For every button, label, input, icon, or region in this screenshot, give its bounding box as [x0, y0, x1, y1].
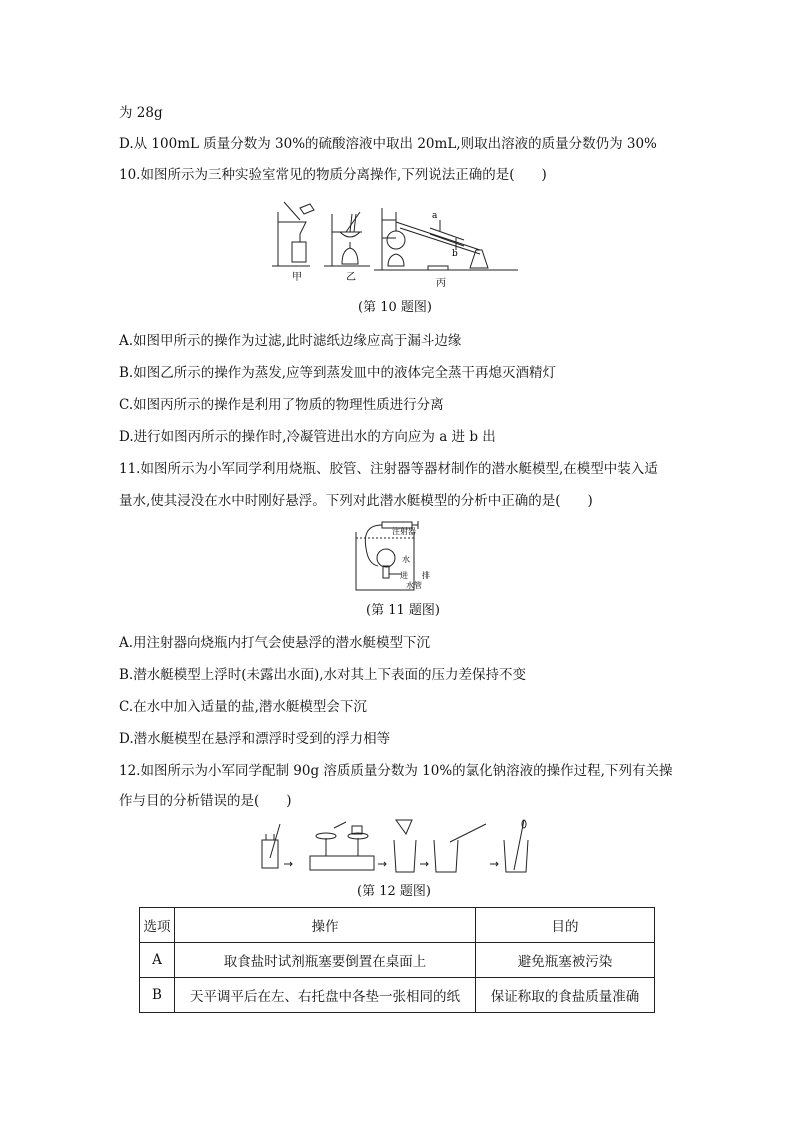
- figure-12: [256, 818, 546, 876]
- evaporation-apparatus: [324, 212, 370, 266]
- option-11b: B.潜水艇模型上浮时(未露出水面),水对其上下表面的压力差保持不变: [119, 667, 527, 683]
- balance: [310, 822, 374, 870]
- table-cell: 保证称取的食盐质量准确: [476, 978, 655, 1013]
- arrow-icon: [490, 862, 498, 866]
- table-cell: A: [140, 943, 175, 978]
- beaker-2: [434, 824, 486, 872]
- filtration-apparatus: [272, 202, 314, 266]
- arrow-icon: [420, 862, 428, 866]
- arrow-icon: [284, 862, 292, 866]
- table-header-row: [140, 908, 655, 943]
- table-header: 选项: [140, 908, 175, 943]
- figure-12-caption: (第 12 题图): [357, 884, 431, 899]
- option-10c: C.如图丙所示的操作是利用了物质的物理性质进行分离: [119, 397, 444, 413]
- question-12-line2: 作与目的分析错误的是( ): [119, 793, 292, 809]
- beaker-1: [394, 820, 416, 872]
- label-a: a: [432, 211, 438, 221]
- question-11-line1: 11.如图所示为小军同学利用烧瓶、胶管、注射器等器材制作的潜水艇模型,在模型中装入适: [119, 461, 658, 477]
- option-d-prev: D.从 100mL 质量分数为 30%的硫酸溶液中取出 20mL,则取出溶液的质量分数仍为 30%: [119, 136, 657, 152]
- label-b: b: [452, 249, 458, 259]
- figure-11: [352, 518, 442, 592]
- table-header: 目的: [476, 908, 655, 943]
- option-11d: D.潜水艇模型在悬浮和漂浮时受到的浮力相等: [119, 731, 391, 747]
- table-cell: 避免瓶塞被污染: [476, 943, 655, 978]
- label-water: 水: [402, 555, 410, 564]
- label-in: 进: [400, 571, 408, 580]
- text-line: 为 28g: [119, 105, 163, 121]
- question-10: 10.如图所示为三种实验室常见的物质分离操作,下列说法正确的是( ): [119, 167, 547, 183]
- label-out: 排: [422, 571, 430, 580]
- label-syringe: 注射器: [392, 527, 416, 536]
- label-bing: 丙: [436, 278, 446, 289]
- question-12-line1: 12.如图所示为小军同学配制 90g 溶质质量分数为 10%的氯化钠溶液的操作过程,下列有关操: [119, 763, 673, 779]
- rubber-tube: [365, 525, 382, 566]
- reagent-bottle: [262, 824, 280, 868]
- figure-11-caption: (第 11 题图): [366, 603, 440, 618]
- option-10b: B.如图乙所示的操作为蒸发,应等到蒸发皿中的液体完全蒸干再熄灭酒精灯: [119, 365, 557, 381]
- beaker-3: [504, 820, 528, 872]
- label-jia: 甲: [292, 272, 302, 283]
- option-10d: D.进行如图丙所示的操作时,冷凝管进出水的方向应为 a 进 b 出: [119, 429, 496, 445]
- arrow-icon: [378, 862, 386, 866]
- question-11-line2: 量水,使其浸没在水中时刚好悬浮。下列对此潜水艇模型的分析中正确的是( ): [119, 493, 593, 509]
- option-10a: A.如图甲所示的操作为过滤,此时滤纸边缘应高于漏斗边缘: [119, 333, 462, 349]
- flask: [377, 549, 395, 567]
- table-cell: 天平调平后在左、右托盘中各垫一张相同的纸: [175, 978, 476, 1013]
- table-row: [140, 978, 655, 1013]
- table-cell: B: [140, 978, 175, 1013]
- distillation-apparatus: [374, 208, 518, 270]
- table-row: [140, 943, 655, 978]
- options-table: [139, 907, 655, 1013]
- figure-10: [270, 198, 520, 290]
- option-11a: A.用注射器向烧瓶内打气会使悬浮的潜水艇模型下沉: [119, 635, 431, 651]
- label-yi: 乙: [346, 272, 356, 283]
- label-tube: 水管: [406, 581, 422, 590]
- table-header: 操作: [175, 908, 476, 943]
- table-cell: 取食盐时试剂瓶塞要倒置在桌面上: [175, 943, 476, 978]
- figure-10-caption: (第 10 题图): [358, 300, 432, 315]
- option-11c: C.在水中加入适量的盐,潜水艇模型会下沉: [119, 699, 367, 715]
